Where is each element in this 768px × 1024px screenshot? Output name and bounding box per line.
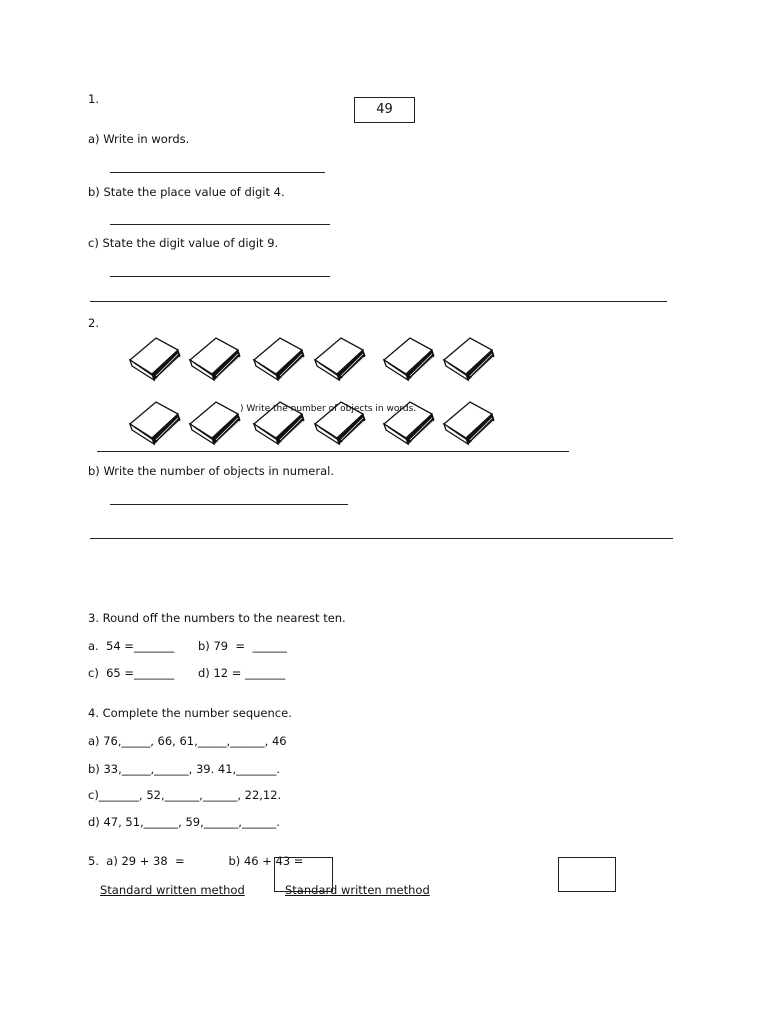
book-icon (186, 396, 244, 446)
section-divider (90, 301, 667, 302)
q2-a-prompt-overlay: ) Write the number of objects in words. (240, 404, 417, 414)
q2-b-prompt: b) Write the number of objects in numeral. (88, 464, 334, 478)
q2-b-answer-line[interactable] (110, 504, 348, 505)
book-icon (380, 332, 438, 382)
q1-c-prompt: c) State the digit value of digit 9. (88, 236, 279, 250)
q1-number: 1. (88, 92, 99, 106)
book-icon (440, 396, 498, 446)
q5-answer-box-b[interactable] (274, 857, 333, 892)
q2-a-answer-line[interactable] (97, 451, 569, 452)
q4-c[interactable]: c)_______, 52,______,______, 22,12. (88, 788, 282, 802)
q4-a[interactable]: a) 76,_____, 66, 61,_____,______, 46 (88, 734, 287, 748)
q3-title: 3. Round off the numbers to the nearest ten. (88, 611, 346, 625)
book-icon (440, 332, 498, 382)
q5-problems: 5. a) 29 + 38 = b) 46 + 43 = (88, 854, 304, 868)
q3-a[interactable]: a. 54 =_______ (88, 639, 175, 653)
q1-b-prompt: b) State the place value of digit 4. (88, 185, 285, 199)
book-icon (250, 332, 308, 382)
q4-title: 4. Complete the number sequence. (88, 706, 292, 720)
q3-b[interactable]: b) 79 = ______ (198, 639, 287, 653)
book-icon (311, 332, 369, 382)
q3-c[interactable]: c) 65 =_______ (88, 666, 175, 680)
q4-b[interactable]: b) 33,_____,______, 39. 41,_______. (88, 762, 281, 776)
q1-b-answer-line[interactable] (110, 224, 330, 225)
q3-d[interactable]: d) 12 = _______ (198, 666, 286, 680)
q2-number: 2. (88, 316, 99, 330)
q5-answer-box-right[interactable] (558, 857, 616, 892)
q5-a-method-label: Standard written method (100, 883, 245, 897)
q1-a-prompt: a) Write in words. (88, 132, 190, 146)
book-icon (126, 332, 184, 382)
q4-d[interactable]: d) 47, 51,______, 59,______,______. (88, 815, 281, 829)
q1-a-answer-line[interactable] (110, 172, 325, 173)
q5-b-method-label: Standard written method (285, 883, 430, 897)
book-icon (126, 396, 184, 446)
q1-number-box: 49 (354, 97, 415, 123)
section-divider (90, 538, 673, 539)
book-icon (186, 332, 244, 382)
q1-c-answer-line[interactable] (110, 276, 330, 277)
